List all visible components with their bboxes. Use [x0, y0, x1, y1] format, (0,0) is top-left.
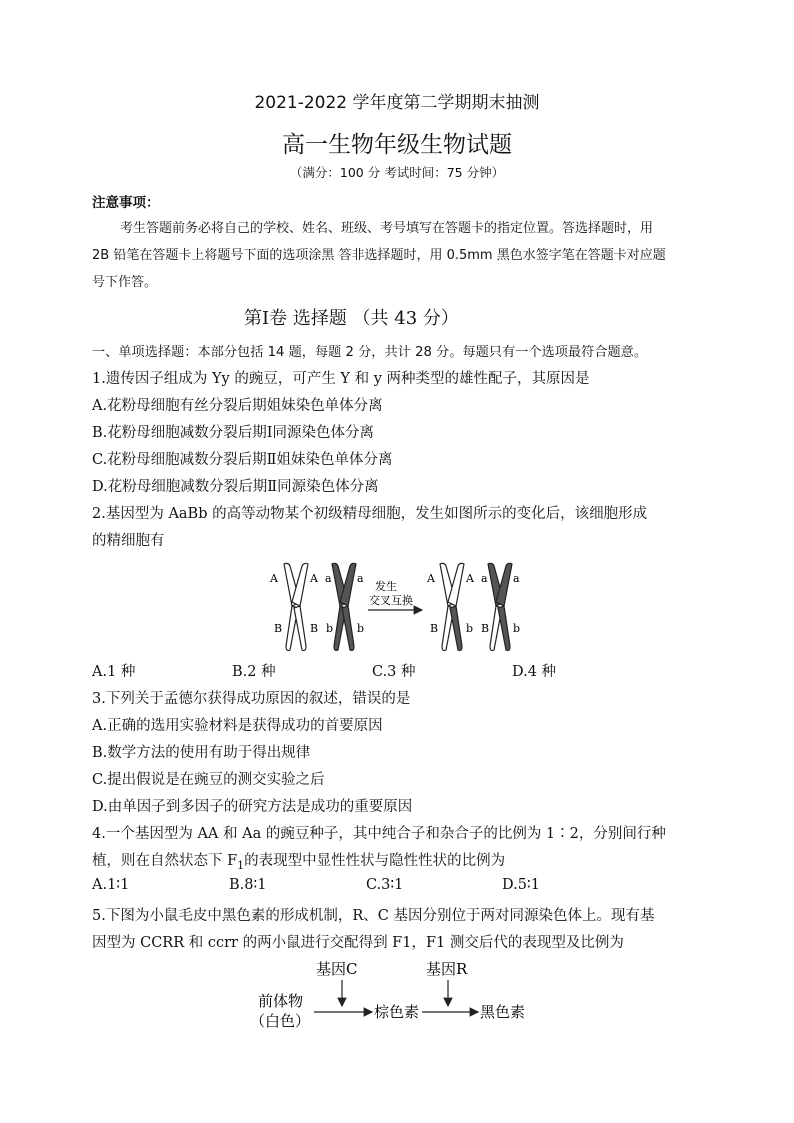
exam-title: 高一生物年级生物试题: [282, 132, 512, 158]
notice-line-3: 号下作答。: [92, 275, 158, 290]
notice-heading: 注意事项：: [92, 195, 160, 211]
allele-label: B: [430, 622, 439, 635]
q2-option-a: A.1 种: [92, 664, 136, 680]
q4-stem-line-1: 4.一个基因型为 AA 和 Aa 的豌豆种子，其中纯合子和杂合子的比例为 1∶2，分别间行种: [92, 826, 666, 842]
q4-stem-line-2: 植，则在自然状态下 $F_1$的表现型中显性性状与隐性性状的比例为: [92, 853, 506, 872]
q4-option-d: D.5∶1: [502, 877, 540, 893]
q1-stem: 1.遗传因子组成为 Yy 的豌豆，可产生 Y 和 y 两种类型的雄性配子，其原因是: [92, 371, 590, 387]
allele-label: a: [513, 572, 520, 585]
black-pigment-label: 黑色素: [480, 1003, 526, 1021]
allele-label: a: [325, 572, 332, 585]
exam-meta: （满分：100 分 考试时间：75 分钟）: [289, 165, 505, 180]
notice-line-2: 2B 铅笔在答题卡上将题号下面的选项涂黑 答非选择题时，用 0.5mm 黑色水签字笔在答题卡对应题: [92, 248, 666, 263]
q2-option-c: C.3 种: [372, 664, 416, 680]
allele-label: b: [326, 622, 334, 635]
allele-label: b: [513, 622, 521, 635]
allele-label: a: [481, 572, 488, 585]
gene-r-label: 基因R: [426, 960, 468, 978]
section-title: 第Ⅰ卷 选择题 （共 43 分）: [244, 308, 459, 329]
chromosome-dark-after: [488, 563, 512, 650]
precursor-color-label: （白色）: [250, 1012, 311, 1030]
q4-option-c: C.3∶1: [366, 877, 404, 893]
exam-term: 2021-2022 学年度第二学期期末抽测: [254, 93, 540, 113]
q3-option-d: D.由单因子到多因子的研究方法是成功的重要原因: [92, 799, 413, 815]
brown-pigment-label: 棕色素: [374, 1003, 420, 1021]
allele-label: B: [274, 622, 283, 635]
allele-label: b: [466, 622, 474, 635]
q2-stem-line-2: 的精细胞有: [92, 533, 165, 549]
q1-option-c: C.花粉母细胞减数分裂后期Ⅱ姐妹染色单体分离: [92, 452, 393, 468]
q3-option-a: A.正确的选用实验材料是获得成功的首要原因: [92, 718, 383, 734]
chromosome-dark-before: [332, 563, 356, 650]
allele-label: A: [466, 572, 474, 585]
melanin-pathway-figure: [250, 958, 540, 1036]
chromosome-white-after: [440, 563, 464, 650]
q3-option-c: C.提出假说是在豌豆的测交实验之后: [92, 772, 325, 788]
arrow-label-2: 交叉互换: [369, 594, 413, 607]
q2-option-d: D.4 种: [512, 664, 557, 680]
q3-option-b: B.数学方法的使用有助于得出规律: [92, 745, 311, 761]
gene-c-label: 基因C: [316, 960, 358, 978]
arrow-label-1: 发生: [375, 580, 397, 593]
allele-label: B: [310, 622, 319, 635]
q5-stem-line-2: 因型为 CCRR 和 ccrr 的两小鼠进行交配得到 F1，F1 测交后代的表现型及比例为: [92, 935, 624, 951]
allele-label: A: [310, 572, 318, 585]
q3-stem: 3.下列关于孟德尔获得成功原因的叙述，错误的是: [92, 691, 411, 707]
section-instruction: 一、单项选择题：本部分包括 14 题，每题 2 分，共计 28 分。每题只有一个选项最符合题意。: [92, 345, 648, 360]
chromosome-white-before: [284, 563, 308, 650]
q4-option-b: B.8∶1: [229, 877, 267, 893]
crossover-figure: [262, 558, 524, 656]
allele-label: a: [357, 572, 364, 585]
allele-label: A: [427, 572, 435, 585]
q1-option-a: A.花粉母细胞有丝分裂后期姐妹染色单体分离: [92, 398, 383, 414]
q1-option-b: B.花粉母细胞减数分裂后期Ⅰ同源染色体分离: [92, 425, 374, 441]
q1-option-d: D.花粉母细胞减数分裂后期Ⅱ同源染色体分离: [92, 479, 379, 495]
precursor-label: 前体物: [258, 992, 304, 1010]
allele-label: B: [481, 622, 490, 635]
q5-stem-line-1: 5.下图为小鼠毛皮中黑色素的形成机制，R、C 基因分别位于两对同源染色体上。现有基: [92, 908, 655, 924]
allele-label: b: [357, 622, 365, 635]
q4-option-a: A.1∶1: [92, 877, 130, 893]
allele-label: A: [270, 572, 278, 585]
notice-line-1: 考生答题前务必将自己的学校、姓名、班级、考号填写在答题卡的指定位置。答选择题时，用: [120, 221, 654, 236]
q2-option-b: B.2 种: [232, 664, 276, 680]
q2-stem-line-1: 2.基因型为 AaBb 的高等动物某个初级精母细胞，发生如图所示的变化后，该细胞形成: [92, 506, 648, 522]
